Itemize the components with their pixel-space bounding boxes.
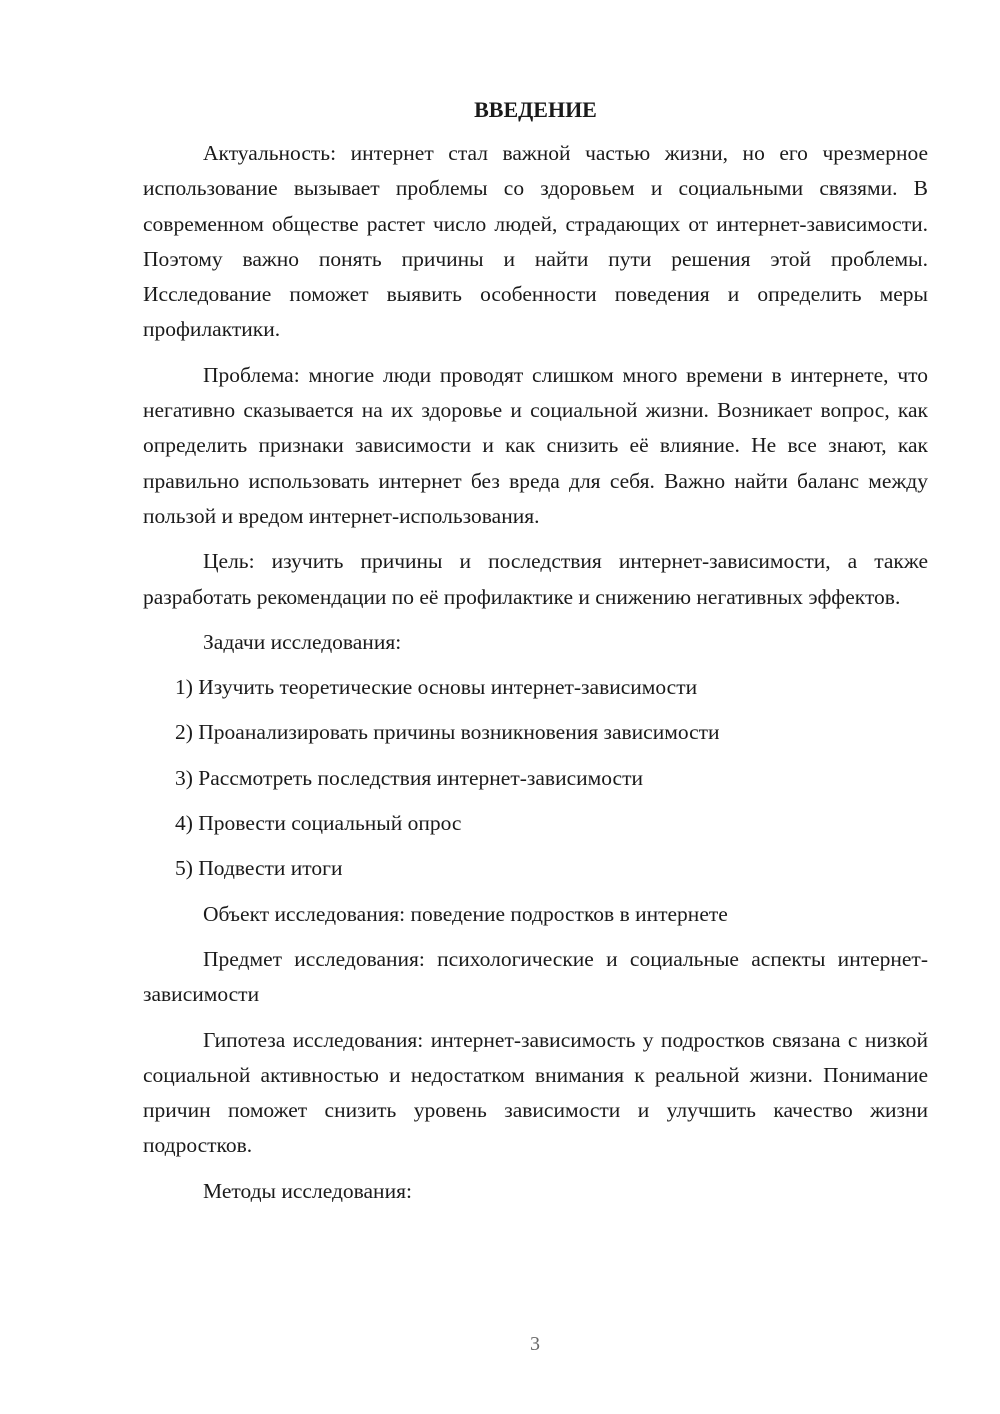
paragraph-object: Объект исследования: поведение подростков в интернете bbox=[203, 901, 728, 926]
paragraph-hypothesis: Гипотеза исследования: интернет-зависимость у подростков связана с низкой социальной активностью и недостатком внимания к реальной жизни. Понимание причин поможет снизить уровень зависимости и улучшить качество жизни подростков. bbox=[143, 1027, 928, 1158]
paragraph-relevance: Актуальность: интернет стал важной частью жизни, но его чрезмерное использование вызывает проблемы со здоровьем и социальными связями. В современном обществе растет число людей, страдающих от интернет-зависимости. Поэтому важно понять причины и найти пути решения этой проблемы. Исследование поможет выявить особенности поведения и определить меры профилактики. bbox=[143, 141, 928, 342]
methods-label: Методы исследования: bbox=[203, 1178, 412, 1203]
tasks-label: Задачи исследования: bbox=[203, 629, 402, 654]
paragraph-goal: Цель: изучить причины и последствия интернет-зависимости, а также разработать рекомендации по её профилактике и снижению негативных эффектов. bbox=[143, 549, 928, 609]
task-item: 1) Изучить теоретические основы интернет-зависимости bbox=[175, 675, 698, 700]
page-content bbox=[143, 94, 928, 1219]
task-item: 4) Провести социальный опрос bbox=[175, 811, 462, 836]
task-item: 2) Проанализировать причины возникновения зависимости bbox=[175, 720, 720, 745]
task-item: 3) Рассмотреть последствия интернет-зависимости bbox=[175, 765, 643, 790]
task-item: 5) Подвести итоги bbox=[175, 856, 343, 881]
page-number: 3 bbox=[530, 1333, 540, 1355]
paragraph-problem: Проблема: многие люди проводят слишком много времени в интернете, что негативно сказывается на их здоровье и социальной жизни. Возникает вопрос, как определить признаки зависимости и как снизить её влияние. Не все знают, как правильно использовать интернет без вреда для себя. Важно найти баланс между пользой и вредом интернет-использования. bbox=[143, 362, 928, 528]
tasks-list bbox=[143, 670, 928, 886]
paragraph-subject: Предмет исследования: психологические и социальные аспекты интернет-зависимости bbox=[143, 946, 928, 1007]
section-heading: ВВЕДЕНИЕ bbox=[474, 97, 597, 122]
